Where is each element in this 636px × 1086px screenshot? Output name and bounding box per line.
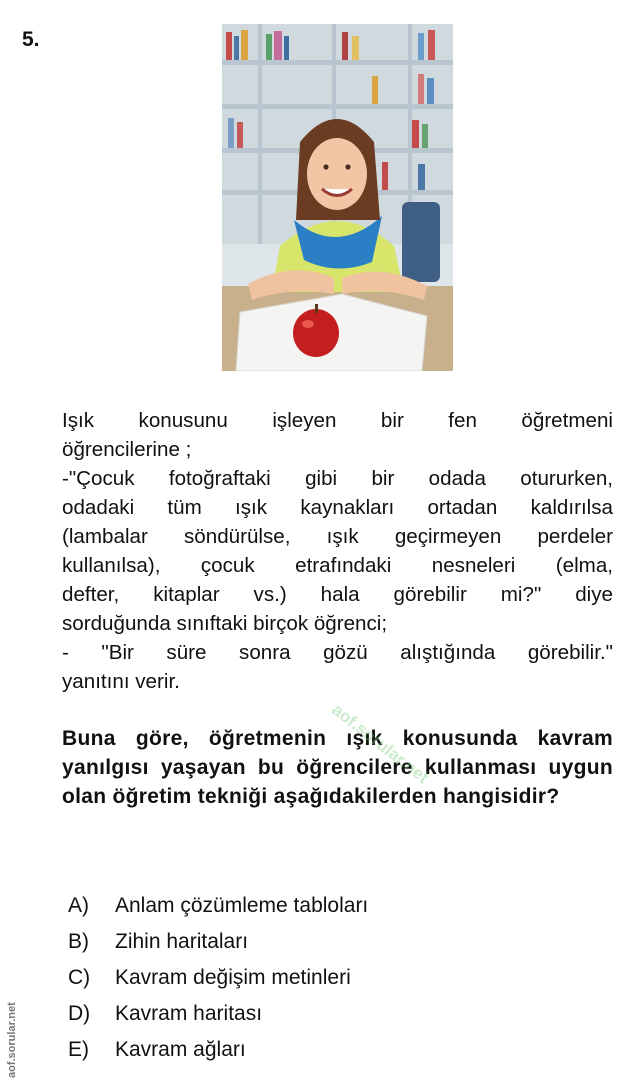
- option-letter: E): [68, 1038, 89, 1061]
- question-photo: [222, 24, 453, 371]
- stem-line: (lambalar söndürülse, ışık geçirmeyen perdeler: [62, 525, 613, 548]
- option-letter: A): [68, 894, 89, 917]
- option-d[interactable]: [68, 996, 368, 1032]
- stem-line: kullanılsa), çocuk etrafındaki nesneleri (elma,: [62, 554, 613, 577]
- face: [307, 138, 367, 210]
- option-letter: B): [68, 930, 89, 953]
- stem-line: yanıtını verir.: [62, 670, 180, 693]
- option-text: Zihin haritaları: [115, 930, 249, 953]
- stem-line: - "Bir süre sonra gözü alıştığında görebilir.": [62, 641, 613, 664]
- option-c[interactable]: [68, 960, 368, 996]
- option-text: Anlam çözümleme tabloları: [115, 894, 369, 917]
- option-text: Kavram değişim metinleri: [115, 966, 351, 989]
- stem-line: Işık konusunu işleyen bir fen öğretmeni: [62, 409, 613, 432]
- option-text: Kavram ağları: [115, 1038, 246, 1061]
- chair: [402, 202, 440, 282]
- option-e[interactable]: [68, 1032, 368, 1068]
- question-prompt: Buna göre, öğretmenin ışık konusunda kavram yanılgısı yaşayan bu öğrencilere kullanması uygun olan öğretim tekniği aşağıdakilerden hangisidir?: [62, 727, 613, 808]
- question-number: 5.: [22, 28, 40, 51]
- option-letter: D): [68, 1002, 91, 1025]
- option-letter: C): [68, 966, 91, 989]
- stem-line: öğrencilerine ;: [62, 438, 192, 461]
- stem-line: -"Çocuk fotoğraftaki gibi bir odada otururken,: [62, 467, 613, 490]
- watermark: aof.sorular.net: [328, 700, 433, 788]
- stem-line: odadaki tüm ışık kaynakları ortadan kaldırılsa: [62, 496, 613, 519]
- option-b[interactable]: [68, 924, 368, 960]
- stem-line: defter, kitaplar vs.) hala görebilir mi?" diye: [62, 583, 613, 606]
- question-stem: [62, 406, 613, 696]
- apple: [293, 309, 339, 357]
- option-text: Kavram haritası: [115, 1002, 263, 1025]
- stem-line: sorduğunda sınıftaki birçok öğrenci;: [62, 612, 388, 635]
- side-watermark: aof.sorular.net: [6, 1002, 18, 1078]
- option-a[interactable]: [68, 888, 368, 924]
- answer-options: [68, 888, 368, 1068]
